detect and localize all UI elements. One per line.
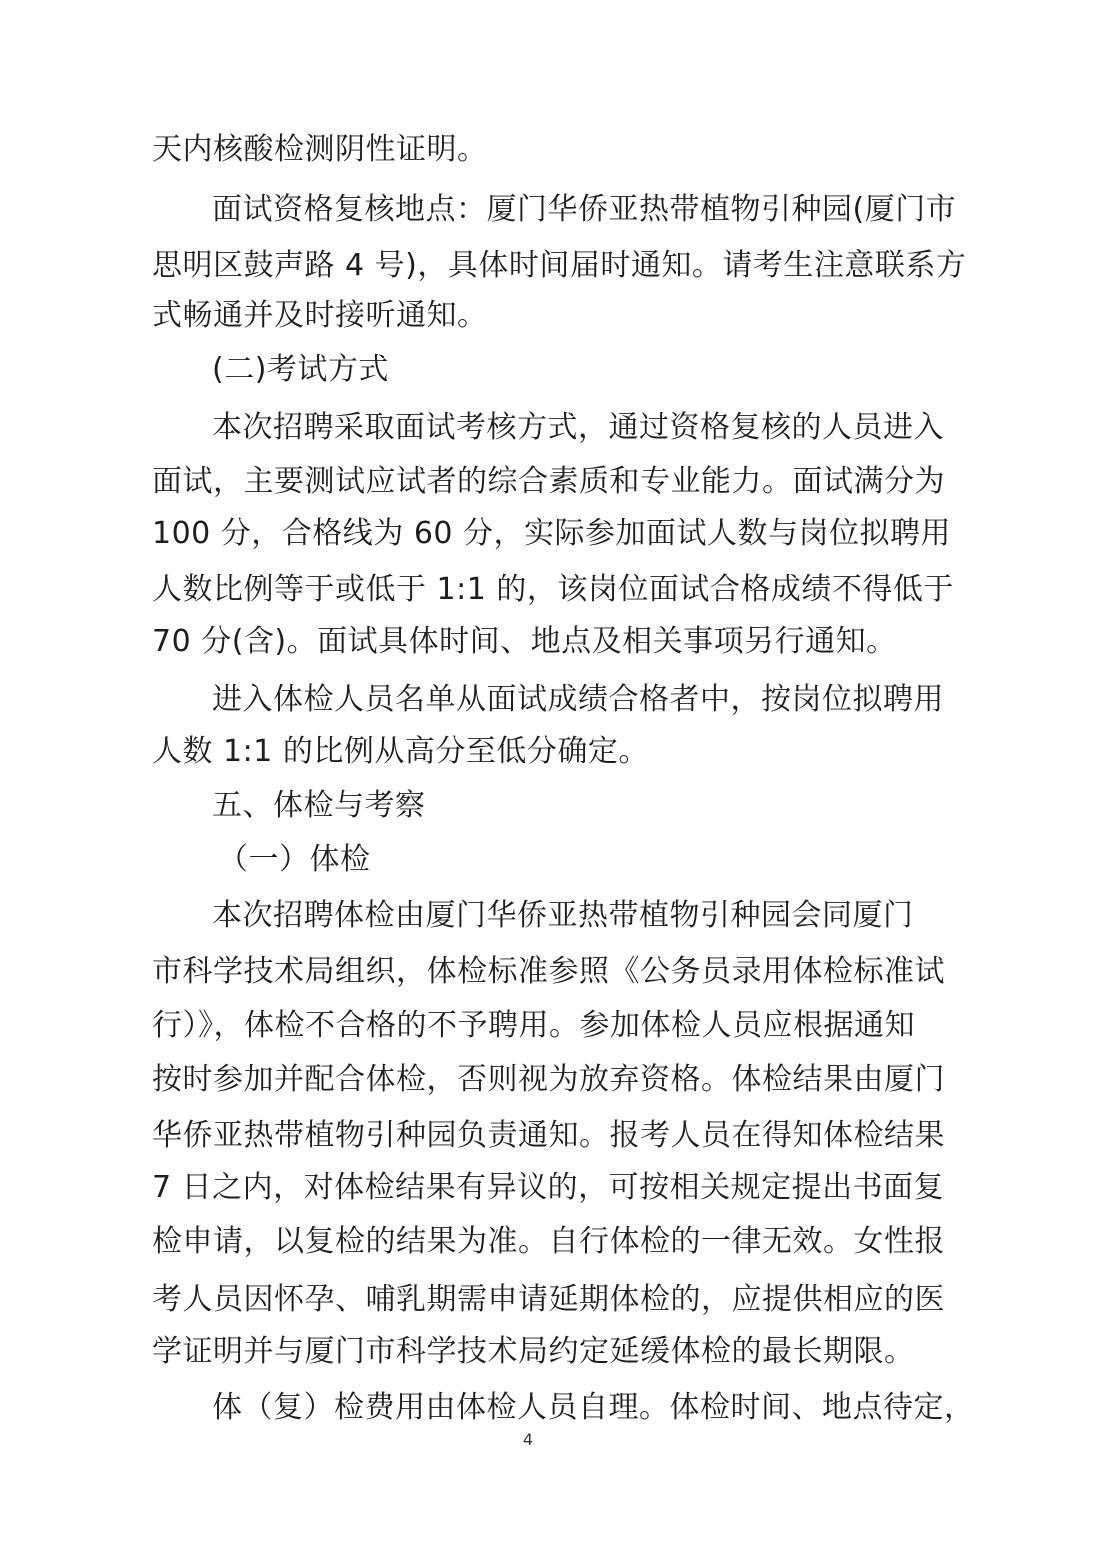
section-heading: (二)考试方式 <box>212 352 389 387</box>
text-line: 本次招聘采取面试考核方式，通过资格复核的人员进入 <box>212 410 944 445</box>
subsection-heading: （一）体检 <box>218 842 371 877</box>
text-line: 人数比例等于或低于 1:1 的，该岗位面试合格成绩不得低于 <box>152 572 954 607</box>
page-number: 4 <box>522 1430 534 1449</box>
text-line: 华侨亚热带植物引种园负责通知。报考人员在得知体检结果 <box>152 1118 945 1153</box>
text-line: 按时参加并配合体检，否则视为放弃资格。体检结果由厦门 <box>152 1062 945 1097</box>
section-heading: 五、体检与考察 <box>212 788 426 823</box>
text-line: 考人员因怀孕、哺乳期需申请延期体检的，应提供相应的医 <box>152 1282 945 1317</box>
text-line: 式畅通并及时接听通知。 <box>152 298 488 333</box>
text-line: 体（复）检费用由体检人员自理。体检时间、地点待定， <box>212 1390 975 1425</box>
text-line: 70 分(含)。面试具体时间、地点及相关事项另行通知。 <box>152 624 897 659</box>
text-line: 思明区鼓声路 4 号)，具体时间届时通知。请考生注意联系方 <box>152 248 967 283</box>
text-line: 本次招聘体检由厦门华侨亚热带植物引种园会同厦门 <box>212 898 914 933</box>
text-line: 市科学技术局组织，体检标准参照《公务员录用体检标准试 <box>152 954 945 989</box>
text-line: 行）》，体检不合格的不予聘用。参加体检人员应根据通知 <box>152 1008 915 1043</box>
text-line: 进入体检人员名单从面试成绩合格者中，按岗位拟聘用 <box>212 682 944 717</box>
text-line: 7 日之内，对体检结果有异议的，可按相关规定提出书面复 <box>152 1170 945 1205</box>
text-line: 天内核酸检测阴性证明。 <box>152 132 488 167</box>
text-line: 人数 1:1 的比例从高分至低分确定。 <box>152 734 649 769</box>
text-line: 面试资格复核地点：厦门华侨亚热带植物引种园(厦门市 <box>212 192 957 227</box>
text-line: 100 分，合格线为 60 分，实际参加面试人数与岗位拟聘用 <box>152 516 952 551</box>
text-line: 学证明并与厦门市科学技术局约定延缓体检的最长期限。 <box>152 1334 915 1369</box>
text-line: 检申请，以复检的结果为准。自行体检的一律无效。女性报 <box>152 1224 945 1259</box>
text-line: 面试，主要测试应试者的综合素质和专业能力。面试满分为 <box>152 464 945 499</box>
